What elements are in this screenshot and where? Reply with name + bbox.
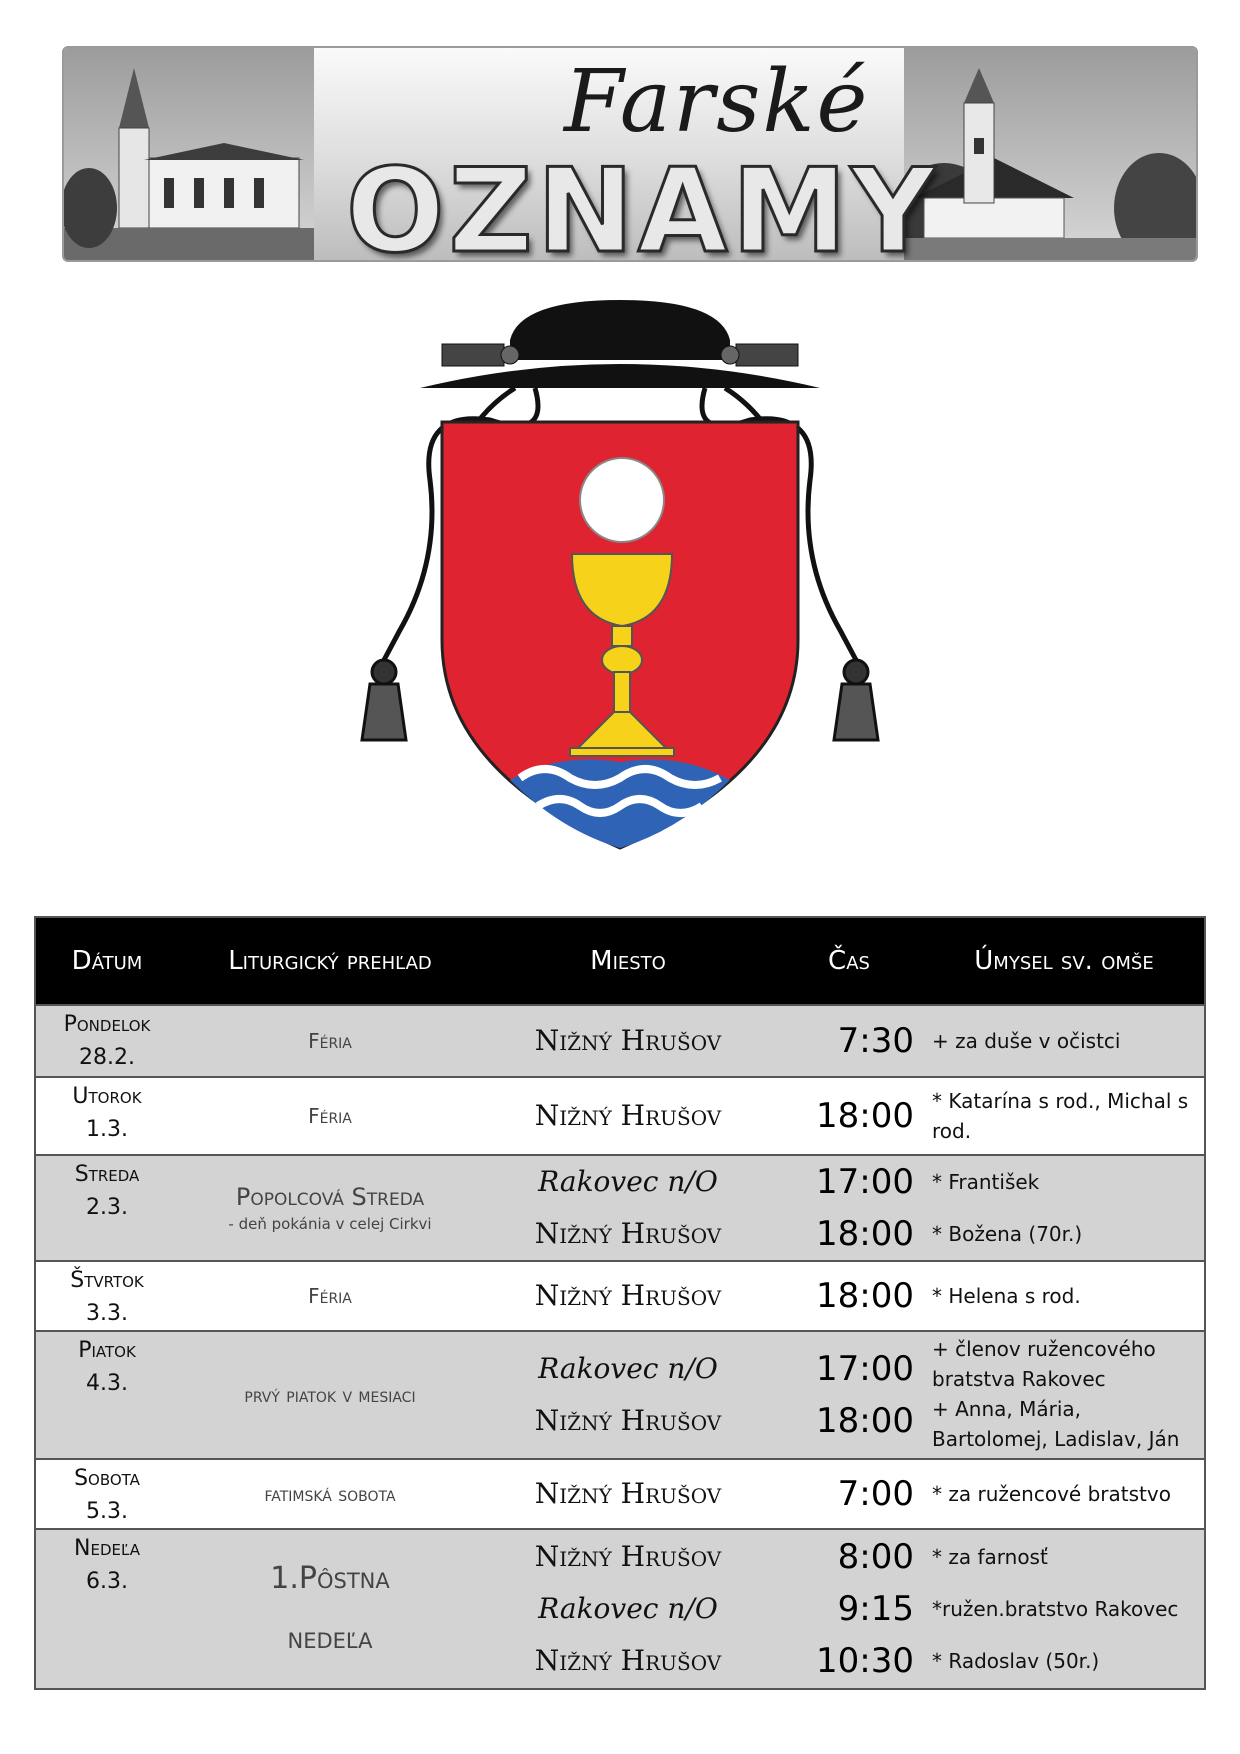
row-intentions: * za ružencové bratstvo — [932, 1482, 1171, 1506]
table-row — [36, 1076, 1204, 1154]
row-liturgy: Féria — [308, 1029, 352, 1053]
mass-schedule-table — [34, 916, 1206, 1690]
row-intentions: + členov ružencového bratstva Rakovec + Anna, Mária, Bartolomej, Ladislav, Ján — [932, 1337, 1180, 1451]
row-day: Streda 2.3. — [74, 1162, 140, 1220]
header-banner — [62, 46, 1198, 262]
galero-hat-icon — [420, 300, 820, 388]
row-times: 7:30 — [837, 1021, 914, 1061]
row-places: Rakovec n/O Nižný Hrušov — [534, 1165, 722, 1250]
row-places: Rakovec n/O Nižný Hrušov — [534, 1352, 722, 1437]
row-places: Nižný Hrušov — [534, 1099, 722, 1132]
row-day: Utorok 1.3. — [72, 1084, 142, 1142]
row-places: Nižný Hrušov — [534, 1477, 722, 1510]
coat-of-arms — [360, 300, 880, 890]
row-places: Nižný Hrušov — [534, 1279, 722, 1312]
row-intentions: * za farnosť *ružen.bratstvo Rakovec * Radoslav (50r.) — [932, 1545, 1179, 1673]
banner-main-title: OZNAMY — [346, 144, 940, 262]
header-time: Čas — [828, 946, 870, 976]
table-row — [36, 1458, 1204, 1528]
table-row — [36, 1528, 1204, 1688]
row-times: 18:00 — [816, 1096, 914, 1136]
row-places: Nižný Hrušov Rakovec n/O Nižný Hrušov — [534, 1540, 722, 1677]
shield — [442, 422, 798, 848]
row-liturgy: Popolcová Streda - deň pokánia v celej Cirkvi — [228, 1183, 432, 1233]
row-intentions: * Helena s rod. — [932, 1284, 1081, 1308]
row-liturgy: Féria — [308, 1284, 352, 1308]
row-times: 17:00 18:00 — [816, 1162, 914, 1254]
row-day: Štvrtok 3.3. — [70, 1268, 144, 1326]
header-place: Miesto — [590, 946, 666, 976]
banner-script-title: Farské — [564, 52, 870, 152]
row-liturgy: fatimská sobota — [264, 1482, 396, 1506]
row-places: Nižný Hrušov — [534, 1024, 722, 1057]
row-intentions: * František * Božena (70r.) — [932, 1170, 1083, 1246]
header-liturgy: Liturgický prehľad — [228, 946, 432, 976]
header-intention: Úmysel sv. omše — [974, 946, 1154, 976]
table-header — [36, 918, 1204, 1004]
row-intentions: * Katarína s rod., Michal s rod. — [932, 1089, 1189, 1143]
tassel-right-icon — [834, 660, 878, 740]
row-day: Sobota 5.3. — [74, 1466, 140, 1524]
table-row — [36, 1260, 1204, 1330]
row-day: Pondelok 28.2. — [63, 1012, 151, 1070]
row-day: Nedeľa 6.3. — [74, 1536, 140, 1594]
row-times: 7:00 — [837, 1474, 914, 1514]
row-liturgy: 1.Pôstna nedeľa — [270, 1561, 390, 1656]
tassel-left-icon — [362, 660, 406, 740]
table-row — [36, 1154, 1204, 1260]
header-date: Dátum — [71, 946, 143, 976]
row-liturgy: Féria — [308, 1104, 352, 1128]
row-intentions: + za duše v očistci — [932, 1029, 1121, 1053]
table-row — [36, 1330, 1204, 1458]
row-day: Piatok 4.3. — [78, 1338, 136, 1396]
row-times: 17:00 18:00 — [816, 1349, 914, 1441]
table-row — [36, 1004, 1204, 1076]
row-times: 8:00 9:15 10:30 — [816, 1537, 914, 1681]
row-times: 18:00 — [816, 1276, 914, 1316]
row-liturgy: prvý piatok v mesiaci — [244, 1383, 416, 1407]
